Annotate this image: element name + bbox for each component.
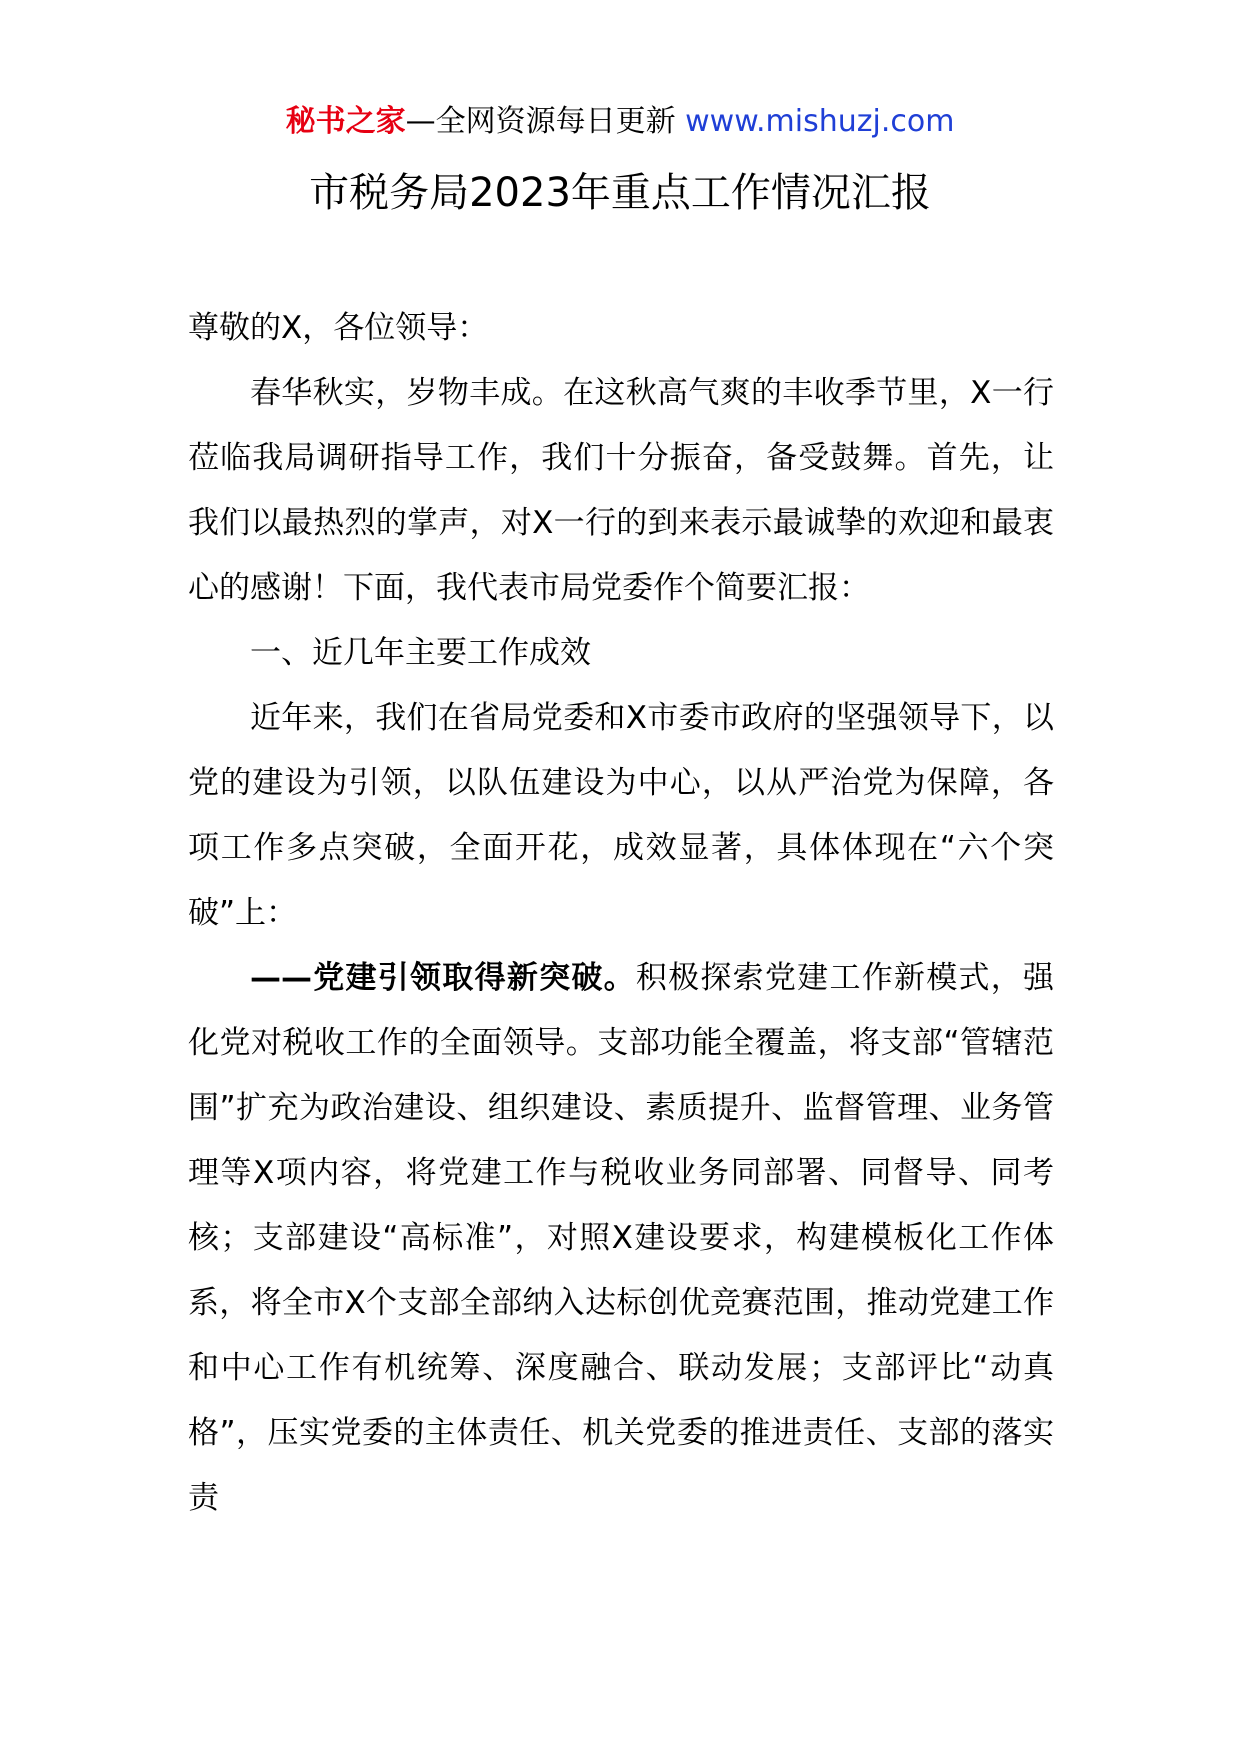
- watermark-header: [0, 100, 1240, 144]
- paragraph-party-building: [188, 946, 1054, 1531]
- brand-name: 秘书之家: [285, 104, 406, 139]
- paragraph-text: 积极探索党建工作新模式，强化党对税收工作的全面领导。支部功能全覆盖，将支部“管辖范围”扩充为政治建设、组织建设、素质提升、监督管理、业务管理等X项内容，将党建工作与税收业务同部署、同督导、同考核；支部建设“高标准”，对照X建设要求，构建模板化工作体系，将全市X个支部全部纳入达标创优竞赛范围，推动党建工作和中心工作有机统筹、深度融合、联动发展；支部评比“动真格”，压实党委的主体责任、机关党委的推进责任、支部的落实责: [188, 960, 1055, 1516]
- document-title: 市税务局2023年重点工作情况汇报: [309, 170, 931, 216]
- site-url[interactable]: www.mishuzj.com: [685, 104, 955, 139]
- document-body: [188, 296, 1054, 1531]
- paragraph-achievements: 近年来，我们在省局党委和X市委市政府的坚强领导下，以党的建设为引领，以队伍建设为中心，以从严治党为保障，各项工作多点突破，全面开花，成效显著，具体体现在“六个突破”上：: [188, 700, 1054, 931]
- section-heading: 一、近几年主要工作成效: [250, 635, 591, 671]
- brand-tagline: —全网资源每日更新: [405, 104, 676, 139]
- paragraph-opening: 春华秋实，岁物丰成。在这秋高气爽的丰收季节里，X一行莅临我局调研指导工作，我们十分振奋，备受鼓舞。首先，让我们以最热烈的掌声，对X一行的到来表示最诚挚的欢迎和最衷心的感谢！下面，我代表市局党委作个简要汇报：: [188, 375, 1054, 606]
- paragraph-lead: ——党建引领取得新突破。: [250, 960, 636, 996]
- salutation: 尊敬的X，各位领导：: [188, 310, 489, 346]
